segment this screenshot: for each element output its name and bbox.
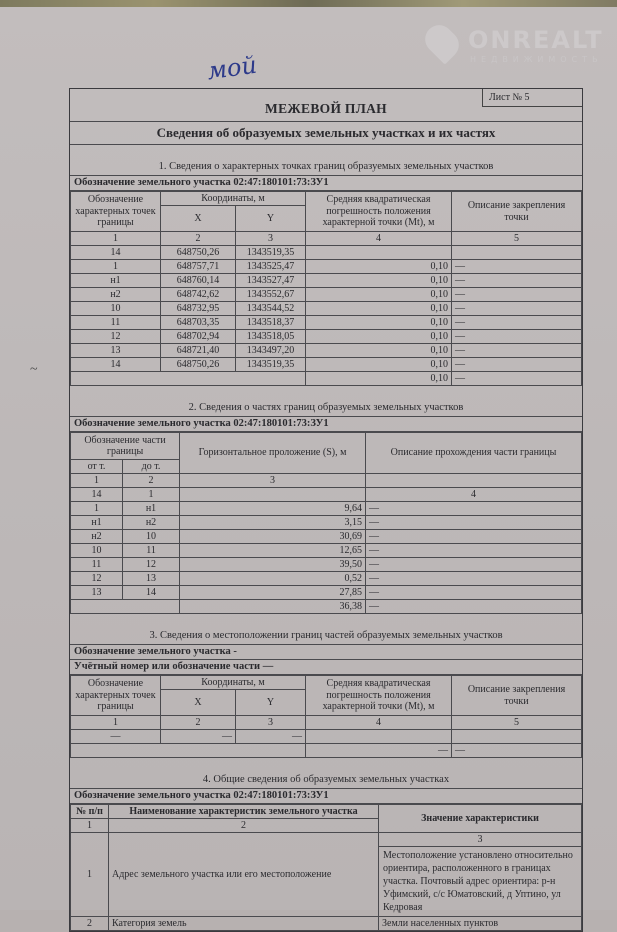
header-desc: Описание закрепления точки bbox=[452, 192, 582, 232]
header-value: Значение характеристики bbox=[379, 805, 582, 833]
desc-value: — bbox=[452, 316, 582, 330]
length-value: 39,50 bbox=[180, 558, 366, 572]
characteristic-name: Категория земель bbox=[109, 917, 379, 931]
section1-parcel: Обозначение земельного участка 02:47:180101:73:ЗУ1 bbox=[70, 176, 582, 191]
col-number: 2 bbox=[161, 232, 236, 246]
point-id: — bbox=[71, 730, 161, 744]
desc-value: — bbox=[366, 600, 582, 614]
to-point: н1 bbox=[123, 502, 180, 516]
table-row bbox=[71, 330, 582, 344]
section3-part-number: Учётный номер или обозначение части — bbox=[70, 660, 582, 675]
col-number: 5 bbox=[452, 716, 582, 730]
table-row bbox=[71, 288, 582, 302]
to-point: 11 bbox=[123, 544, 180, 558]
length-value: 30,69 bbox=[180, 530, 366, 544]
desc-value: — bbox=[452, 288, 582, 302]
desc-value: — bbox=[452, 358, 582, 372]
desc-value: — bbox=[452, 274, 582, 288]
table-row bbox=[71, 600, 582, 614]
table-row bbox=[71, 530, 582, 544]
desc-value: — bbox=[366, 586, 582, 600]
row-number: 1 bbox=[71, 833, 109, 917]
col-number: 1 bbox=[71, 819, 109, 833]
from-point: н1 bbox=[71, 516, 123, 530]
to-point: 14 bbox=[123, 586, 180, 600]
header-num: № п/п bbox=[71, 805, 109, 819]
coord-y: 1343544,52 bbox=[236, 302, 306, 316]
desc-value: — bbox=[452, 330, 582, 344]
section2-table bbox=[70, 432, 582, 614]
desc-value: — bbox=[366, 558, 582, 572]
header-length: Горизонтальное проложение (S), м bbox=[180, 433, 366, 474]
point-id: 10 bbox=[71, 302, 161, 316]
desc-value: — bbox=[366, 516, 582, 530]
section2-parcel: Обозначение земельного участка 02:47:180101:73:ЗУ1 bbox=[70, 417, 582, 432]
background-strip bbox=[0, 0, 617, 7]
col-number: 2 bbox=[161, 716, 236, 730]
from-point: 1 bbox=[71, 502, 123, 516]
from-point: н2 bbox=[71, 530, 123, 544]
mt-value: 0,10 bbox=[306, 274, 452, 288]
empty-cell bbox=[71, 372, 306, 386]
coord-y: 1343527,47 bbox=[236, 274, 306, 288]
table-row bbox=[71, 730, 582, 744]
col-number: 1 bbox=[71, 474, 123, 488]
coord-y: 1343518,05 bbox=[236, 330, 306, 344]
watermark-sub: НЕДВИЖИМОСТЬ bbox=[470, 55, 603, 64]
header-x: X bbox=[161, 690, 236, 716]
table-row bbox=[71, 372, 582, 386]
table-row bbox=[71, 572, 582, 586]
point-id: 13 bbox=[71, 344, 161, 358]
survey-plan-document bbox=[69, 88, 583, 932]
table-row bbox=[71, 502, 582, 516]
coord-y: 1343552,67 bbox=[236, 288, 306, 302]
table-row bbox=[71, 488, 582, 502]
page-title: МЕЖЕВОЙ ПЛАН bbox=[265, 101, 387, 116]
desc-value: — bbox=[452, 260, 582, 274]
coord-y: — bbox=[236, 730, 306, 744]
length-value: 3,15 bbox=[180, 516, 366, 530]
section1-title: 1. Сведения о характерных точках границ образуемых земельных участков bbox=[70, 145, 582, 176]
desc-value: — bbox=[452, 744, 582, 758]
point-id: 14 bbox=[71, 246, 161, 260]
coord-y: 1343518,37 bbox=[236, 316, 306, 330]
section1-table bbox=[70, 191, 582, 386]
watermark bbox=[428, 24, 608, 68]
section3-title: 3. Сведения о местоположении границ частей образуемых земельных участков bbox=[70, 614, 582, 645]
col-number: 2 bbox=[109, 819, 379, 833]
desc-value: — bbox=[452, 372, 582, 386]
from-point: 13 bbox=[71, 586, 123, 600]
characteristic-name: Адрес земельного участка или его местоположение bbox=[109, 833, 379, 917]
header-desc: Описание прохождения части границы bbox=[366, 433, 582, 474]
handwritten-note: мой bbox=[205, 50, 259, 86]
characteristic-value: Земли населенных пунктов bbox=[379, 917, 582, 931]
point-id: 11 bbox=[71, 316, 161, 330]
header-error: Средняя квадратическая погрешность положения характерной точки (Mt), м bbox=[306, 676, 452, 716]
mt-value: — bbox=[306, 744, 452, 758]
from-point: 14 bbox=[71, 488, 123, 502]
mt-value: 0,10 bbox=[306, 302, 452, 316]
mt-value bbox=[306, 246, 452, 260]
header-from: от т. bbox=[71, 460, 123, 474]
col-number: 3 bbox=[236, 232, 306, 246]
table-row bbox=[71, 260, 582, 274]
table-row bbox=[71, 558, 582, 572]
watermark-brand: ONREALT bbox=[468, 26, 604, 54]
from-point: 10 bbox=[71, 544, 123, 558]
mt-value: 0,10 bbox=[306, 288, 452, 302]
header-to: до т. bbox=[123, 460, 180, 474]
coord-x: — bbox=[161, 730, 236, 744]
desc-value: — bbox=[366, 530, 582, 544]
desc-value bbox=[452, 246, 582, 260]
col-number: 4 bbox=[306, 232, 452, 246]
empty-cell bbox=[366, 474, 582, 488]
mt-value: 0,10 bbox=[306, 344, 452, 358]
section4-table bbox=[70, 804, 582, 931]
coord-x: 648760,14 bbox=[161, 274, 236, 288]
to-point: н2 bbox=[123, 516, 180, 530]
mt-value: 0,10 bbox=[306, 260, 452, 274]
header-point: Обозначение характерных точек границы bbox=[71, 192, 161, 232]
coord-x: 648750,26 bbox=[161, 246, 236, 260]
mt-value: 0,10 bbox=[306, 358, 452, 372]
table-row bbox=[71, 744, 582, 758]
to-point: 13 bbox=[123, 572, 180, 586]
section2-title: 2. Сведения о частях границ образуемых земельных участков bbox=[70, 386, 582, 417]
point-id: 1 bbox=[71, 260, 161, 274]
header-y: Y bbox=[236, 206, 306, 232]
mt-value: 0,10 bbox=[306, 316, 452, 330]
to-point: 1 bbox=[123, 488, 180, 502]
sheet-number: Лист № 5 bbox=[482, 89, 582, 107]
section3-parcel: Обозначение земельного участка - bbox=[70, 645, 582, 660]
coord-y: 1343519,35 bbox=[236, 246, 306, 260]
header-y: Y bbox=[236, 690, 306, 716]
desc-value: — bbox=[366, 544, 582, 558]
coord-x: 648757,71 bbox=[161, 260, 236, 274]
col-number: 1 bbox=[71, 232, 161, 246]
title-row bbox=[70, 89, 582, 122]
coord-x: 648702,94 bbox=[161, 330, 236, 344]
col-number: 3 bbox=[379, 833, 582, 847]
to-point: 10 bbox=[123, 530, 180, 544]
desc-value: — bbox=[366, 502, 582, 516]
section4-parcel: Обозначение земельного участка 02:47:180101:73:ЗУ1 bbox=[70, 789, 582, 804]
section4-title: 4. Общие сведения об образуемых земельных участках bbox=[70, 758, 582, 789]
table-row bbox=[71, 344, 582, 358]
col-number: 2 bbox=[123, 474, 180, 488]
table-row bbox=[71, 274, 582, 288]
table-row bbox=[71, 544, 582, 558]
coord-x: 648742,62 bbox=[161, 288, 236, 302]
mt-value: 0,10 bbox=[306, 372, 452, 386]
empty-cell bbox=[71, 744, 306, 758]
desc-value: — bbox=[366, 572, 582, 586]
section3-table bbox=[70, 675, 582, 758]
empty-cell bbox=[306, 730, 452, 744]
col-number: 4 bbox=[366, 488, 582, 502]
point-id: н2 bbox=[71, 288, 161, 302]
row-number: 2 bbox=[71, 917, 109, 931]
header-name: Наименование характеристик земельного участка bbox=[109, 805, 379, 819]
from-point: 11 bbox=[71, 558, 123, 572]
mt-value: 0,10 bbox=[306, 330, 452, 344]
table-row bbox=[71, 246, 582, 260]
header-coords: Координаты, м bbox=[161, 192, 306, 206]
table-row bbox=[71, 302, 582, 316]
table-row bbox=[71, 516, 582, 530]
col-number: 3 bbox=[236, 716, 306, 730]
coord-x: 648750,26 bbox=[161, 358, 236, 372]
coord-y: 1343525,47 bbox=[236, 260, 306, 274]
coord-x: 648703,35 bbox=[161, 316, 236, 330]
point-id: 14 bbox=[71, 358, 161, 372]
length-value: 9,64 bbox=[180, 502, 366, 516]
coord-x: 648732,95 bbox=[161, 302, 236, 316]
point-id: н1 bbox=[71, 274, 161, 288]
col-number: 3 bbox=[180, 474, 366, 488]
header-x: X bbox=[161, 206, 236, 232]
length-value: 36,38 bbox=[180, 600, 366, 614]
length-value: 12,65 bbox=[180, 544, 366, 558]
col-number: 1 bbox=[71, 716, 161, 730]
table-row bbox=[71, 358, 582, 372]
table-row bbox=[71, 316, 582, 330]
header-error: Средняя квадратическая погрешность положения характерной точки (Mt), м bbox=[306, 192, 452, 232]
empty-cell bbox=[71, 600, 180, 614]
col-number: 4 bbox=[306, 716, 452, 730]
characteristic-value: Местоположение установлено относительно ориентира, расположенного в границах участка. Почтовый адрес ориентира: р-н Уфимский, с/с Юматовский, д Уптино, ул Кедровая bbox=[379, 847, 582, 917]
coord-y: 1343497,20 bbox=[236, 344, 306, 358]
col-number: 5 bbox=[452, 232, 582, 246]
page-subtitle: Сведения об образуемых земельных участках и их частях bbox=[70, 122, 582, 145]
empty-cell bbox=[452, 730, 582, 744]
length-value bbox=[180, 488, 366, 502]
coord-x: 648721,40 bbox=[161, 344, 236, 358]
table-row bbox=[71, 917, 582, 931]
length-value: 0,52 bbox=[180, 572, 366, 586]
header-part: Обозначение части границы bbox=[71, 433, 180, 460]
from-point: 12 bbox=[71, 572, 123, 586]
header-point: Обозначение характерных точек границы bbox=[71, 676, 161, 716]
point-id: 12 bbox=[71, 330, 161, 344]
desc-value: — bbox=[452, 344, 582, 358]
document-frame bbox=[69, 88, 583, 932]
to-point: 12 bbox=[123, 558, 180, 572]
desc-value: — bbox=[452, 302, 582, 316]
table-row bbox=[71, 586, 582, 600]
coord-y: 1343519,35 bbox=[236, 358, 306, 372]
header-coords: Координаты, м bbox=[161, 676, 306, 690]
pen-mark: ~ bbox=[30, 362, 38, 377]
length-value: 27,85 bbox=[180, 586, 366, 600]
header-desc: Описание закрепления точки bbox=[452, 676, 582, 716]
